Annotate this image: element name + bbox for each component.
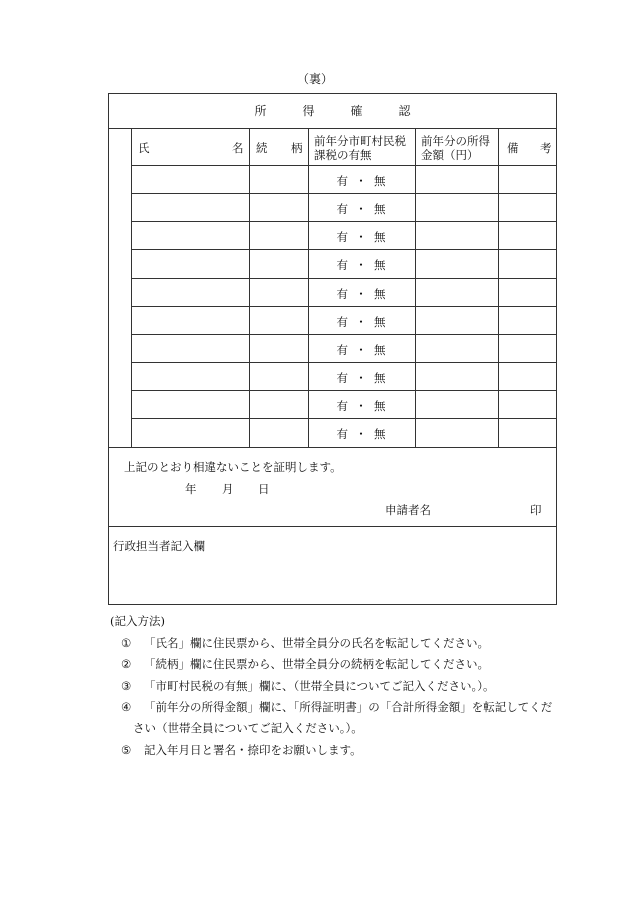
side-label: （裏） bbox=[296, 72, 333, 86]
instruction-number: ② bbox=[121, 657, 132, 671]
seal-mark: 印 bbox=[530, 503, 542, 517]
tax-status-option[interactable] bbox=[308, 229, 414, 245]
divider bbox=[131, 278, 557, 279]
header-remarks-right: 考 bbox=[540, 141, 552, 155]
option-no: 無 bbox=[374, 174, 386, 188]
title-char: 認 bbox=[398, 104, 411, 118]
header-tax-line2: 課税の有無 bbox=[314, 148, 372, 162]
table-title bbox=[108, 93, 557, 128]
divider bbox=[131, 418, 557, 419]
tax-status-option[interactable] bbox=[308, 342, 414, 358]
divider bbox=[131, 128, 132, 447]
tax-status-option[interactable] bbox=[308, 370, 414, 386]
option-separator: ・ bbox=[355, 258, 367, 272]
tax-status-option[interactable] bbox=[308, 173, 414, 189]
option-no: 無 bbox=[374, 287, 386, 301]
header-remarks-left: 備 bbox=[507, 141, 519, 155]
admin-section-label: 行政担当者記入欄 bbox=[113, 539, 205, 553]
option-yes: 有 bbox=[336, 202, 348, 216]
tax-status-option[interactable] bbox=[308, 398, 414, 414]
option-no: 無 bbox=[374, 399, 386, 413]
option-yes: 有 bbox=[336, 258, 348, 272]
instruction-text: 「市町村民税の有無」欄に、（世帯全員についてご記入ください。）。 bbox=[144, 679, 495, 693]
instruction-text: 「続柄」欄に住民票から、世帯全員分の続柄を転記してください。 bbox=[144, 657, 489, 671]
date-year-label: 年 bbox=[185, 482, 197, 496]
header-income-line1: 前年分の所得 bbox=[421, 134, 490, 148]
header-tax-line1: 前年分市町村民税 bbox=[314, 134, 406, 148]
option-no: 無 bbox=[374, 230, 386, 244]
instructions-heading: (記入方法) bbox=[110, 614, 165, 628]
instruction-number: ④ bbox=[121, 700, 132, 714]
header-name-left: 氏 bbox=[138, 141, 150, 155]
divider bbox=[131, 362, 557, 363]
instruction-text: 「前年分の所得金額」欄に、「所得証明書」の「合計所得金額」を転記してくだ bbox=[144, 700, 553, 714]
header-income-line2: 金額（円） bbox=[421, 148, 479, 162]
option-yes: 有 bbox=[336, 315, 348, 329]
option-separator: ・ bbox=[355, 371, 367, 385]
divider bbox=[131, 165, 557, 166]
date-day-label: 日 bbox=[258, 482, 270, 496]
option-yes: 有 bbox=[336, 174, 348, 188]
option-separator: ・ bbox=[355, 343, 367, 357]
certification-statement: 上記のとおり相違ないことを証明します。 bbox=[124, 460, 342, 474]
option-yes: 有 bbox=[336, 371, 348, 385]
tax-status-option[interactable] bbox=[308, 314, 414, 330]
instruction-number: ③ bbox=[121, 679, 132, 693]
title-char: 得 bbox=[302, 104, 315, 118]
tax-status-option[interactable] bbox=[308, 286, 414, 302]
divider bbox=[498, 128, 499, 447]
title-char: 確 bbox=[350, 104, 363, 118]
header-relation-right: 柄 bbox=[291, 141, 303, 155]
tax-status-option[interactable] bbox=[308, 257, 414, 273]
instruction-number: ⑤ bbox=[121, 743, 132, 757]
option-yes: 有 bbox=[336, 427, 348, 441]
divider bbox=[108, 128, 557, 129]
option-separator: ・ bbox=[355, 287, 367, 301]
option-yes: 有 bbox=[336, 287, 348, 301]
option-yes: 有 bbox=[336, 399, 348, 413]
header-name-right: 名 bbox=[232, 141, 244, 155]
option-separator: ・ bbox=[355, 174, 367, 188]
divider bbox=[131, 390, 557, 391]
instruction-text: 「氏名」欄に住民票から、世帯全員分の氏名を転記してください。 bbox=[144, 636, 489, 650]
option-no: 無 bbox=[374, 315, 386, 329]
option-no: 無 bbox=[374, 258, 386, 272]
option-separator: ・ bbox=[355, 315, 367, 329]
option-yes: 有 bbox=[336, 230, 348, 244]
divider bbox=[131, 193, 557, 194]
instruction-text: 記入年月日と署名・捺印をお願いします。 bbox=[144, 743, 362, 757]
option-no: 無 bbox=[374, 202, 386, 216]
applicant-name-label: 申請者名 bbox=[385, 503, 431, 517]
date-month-label: 月 bbox=[222, 482, 234, 496]
tax-status-option[interactable] bbox=[308, 426, 414, 442]
title-char: 所 bbox=[254, 104, 267, 118]
tax-status-option[interactable] bbox=[308, 201, 414, 217]
divider bbox=[249, 128, 250, 447]
divider bbox=[131, 249, 557, 250]
header-relation-left: 続 bbox=[256, 141, 268, 155]
option-yes: 有 bbox=[336, 343, 348, 357]
divider bbox=[131, 334, 557, 335]
divider bbox=[131, 221, 557, 222]
option-separator: ・ bbox=[355, 230, 367, 244]
instruction-number: ① bbox=[121, 636, 132, 650]
option-no: 無 bbox=[374, 343, 386, 357]
instruction-text-continued: さい（世帯全員についてご記入ください。）。 bbox=[133, 721, 363, 735]
option-separator: ・ bbox=[355, 427, 367, 441]
divider bbox=[108, 447, 557, 448]
option-no: 無 bbox=[374, 427, 386, 441]
divider bbox=[108, 526, 557, 527]
divider bbox=[415, 128, 416, 447]
option-separator: ・ bbox=[355, 202, 367, 216]
option-separator: ・ bbox=[355, 399, 367, 413]
option-no: 無 bbox=[374, 371, 386, 385]
divider bbox=[131, 306, 557, 307]
